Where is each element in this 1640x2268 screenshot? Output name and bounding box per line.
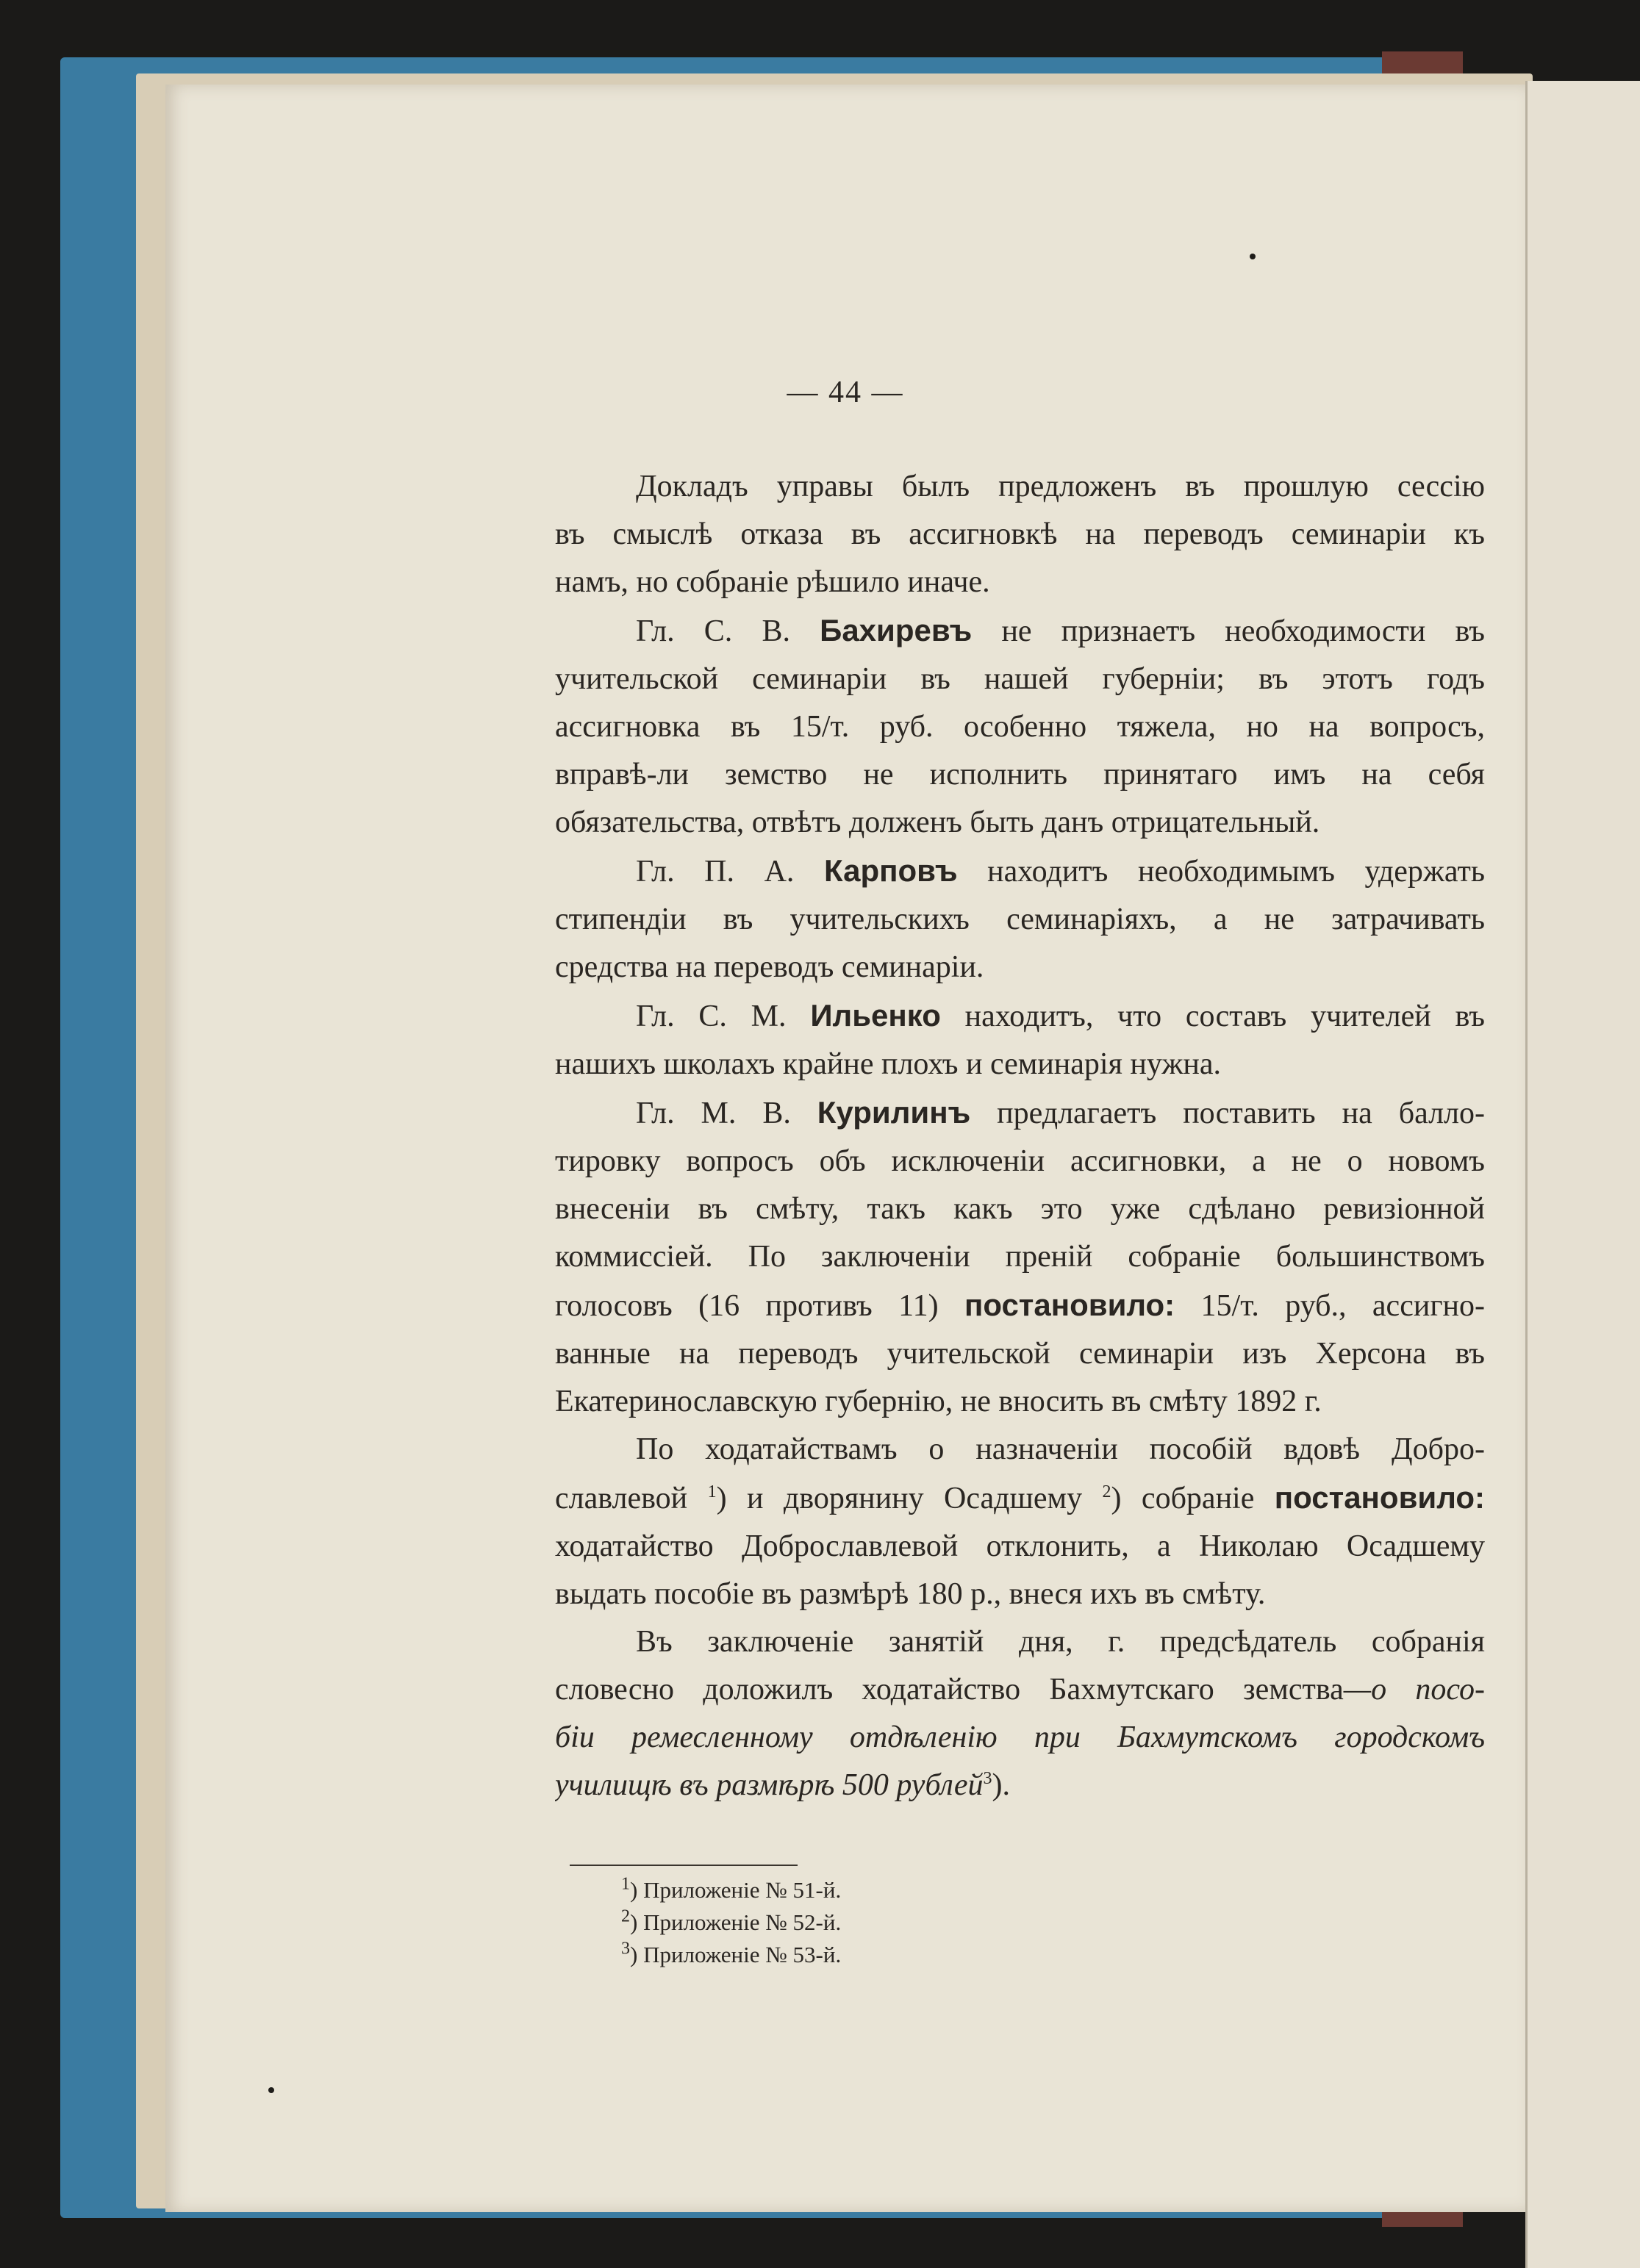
text-line: выдать пособіе въ размѣрѣ 180 р., внеся ихъ въ смѣту. [555, 1577, 1266, 1611]
text-line: Гл. С. В. Бахиревъ не признаетъ необходимости въ [636, 613, 1485, 648]
footnote-rule [570, 1865, 798, 1866]
speaker-name: Бахиревъ [820, 613, 973, 647]
text-line: Докладъ управы былъ предложенъ въ прошлую сессію [636, 470, 1485, 503]
text-line: обязательства, отвѣтъ долженъ быть данъ отрицательный. [555, 805, 1320, 839]
text-line: Гл. М. В. Курилинъ предлагаетъ поставить на балло- [636, 1095, 1485, 1130]
text-line: внесеніи въ смѣту, такъ какъ это уже сдѣлано ревизіонной [555, 1192, 1485, 1226]
facing-page-edge [1525, 81, 1640, 2268]
text-line: Въ заключеніе занятій дня, г. предсѣдатель собранія [636, 1625, 1485, 1659]
text-line: По ходатайствамъ о назначеніи пособій вдовѣ Добро- [636, 1432, 1485, 1466]
text-line: вправѣ-ли земство не исполнить принятаго имъ на себя [555, 758, 1485, 792]
text-line: тировку вопросъ объ исключеніи ассигновки, а не о новомъ [555, 1144, 1485, 1178]
footnote-ref: 1 [707, 1482, 717, 1501]
speaker-name: Ильенко [810, 998, 941, 1033]
page-number: — 44 — [787, 376, 904, 409]
ink-speck [268, 2087, 274, 2093]
text-line: ассигновка въ 15/т. руб. особенно тяжела, но на вопросъ, [555, 710, 1485, 744]
text-line: Гл. П. А. Карповъ находитъ необходимымъ удержать [636, 853, 1485, 889]
body-text [555, 463, 1485, 1809]
text-line: намъ, но собраніе рѣшило иначе. [555, 565, 990, 599]
text-line: голосовъ (16 противъ 11) постановило: 15/т. руб., ассигно- [555, 1288, 1485, 1323]
footnote: $^2$) Приложеніе № 52-й. [621, 1906, 842, 1935]
book-page [165, 85, 1525, 2212]
speaker-name: Курилинъ [817, 1095, 971, 1130]
text-line: Гл. С. М. Ильенко находитъ, что составъ учителей въ [636, 998, 1485, 1033]
text-line: средства на переводъ семинаріи. [555, 950, 984, 984]
text-line: въ смыслѣ отказа въ ассигновкѣ на переводъ семинаріи къ [555, 517, 1485, 551]
text-line: коммиссіей. По заключеніи преній собраніе большинствомъ [555, 1240, 1485, 1274]
text-line: училищѣ въ размѣрѣ 500 рублей$^3$). [555, 1768, 1011, 1802]
resolution-word: постановило: [1274, 1480, 1485, 1515]
text-line: стипендіи въ учительскихъ семинаріяхъ, а не затрачивать [555, 902, 1485, 936]
speaker-name: Карповъ [823, 853, 958, 888]
text-line: біи ремесленному отдѣленію при Бахмутскомъ городскомъ [555, 1720, 1485, 1754]
text-line: ходатайство Доброславлевой отклонить, а Николаю Осадшему [555, 1529, 1485, 1563]
text-line: нашихъ школахъ крайне плохъ и семинарія нужна. [555, 1047, 1221, 1081]
footnotes [621, 1874, 841, 1971]
footnote-ref: 3 [983, 1769, 992, 1788]
footnote-ref: 2 [1102, 1482, 1111, 1501]
ink-speck [1250, 254, 1256, 259]
text-line: славлевой $^1$) и дворянину Осадшему $^2$) собраніе постановило: [555, 1480, 1485, 1515]
resolution-word: постановило: [964, 1288, 1175, 1322]
footnote: $^3$) Приложеніе № 53-й. [621, 1939, 842, 1967]
text-line: учительской семинаріи въ нашей губерніи; въ этотъ годъ [555, 662, 1485, 696]
text-line: словесно доложилъ ходатайство Бахмутскаго земства—о посо- [555, 1673, 1485, 1707]
footnote: $^1$) Приложеніе № 51-й. [621, 1874, 842, 1903]
text-line: ванные на переводъ учительской семинаріи изъ Херсона въ [555, 1337, 1485, 1371]
text-line: Екатеринославскую губернію, не вносить въ смѣту 1892 г. [555, 1385, 1322, 1418]
